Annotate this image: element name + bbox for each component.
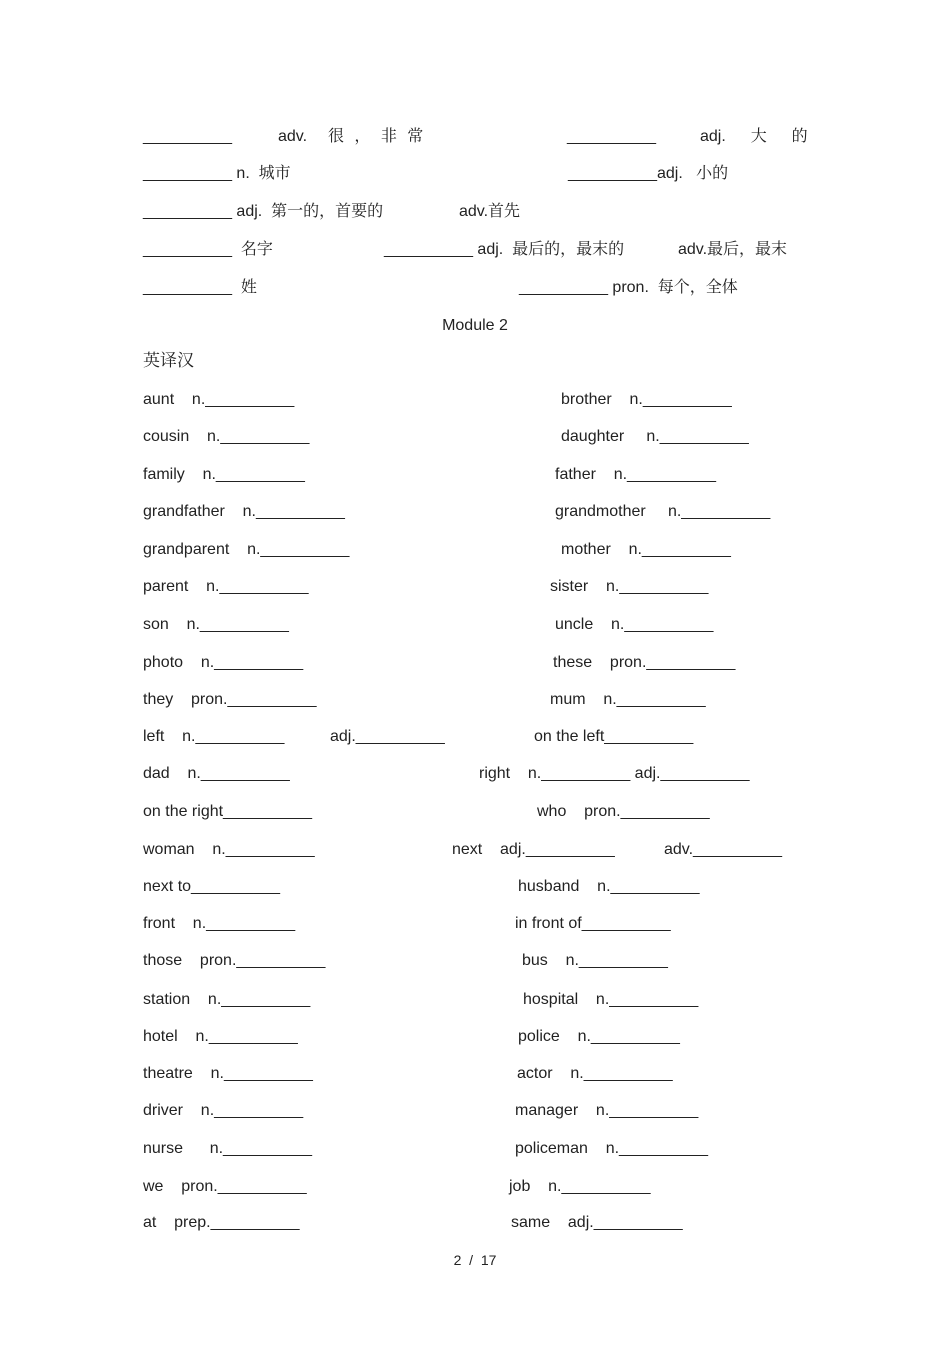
- vocab-entry: grandmother n.__________: [555, 503, 771, 520]
- vocab-entry: adj.__________: [330, 728, 445, 745]
- vocab-entry: cousin n.__________: [143, 428, 310, 445]
- vocab-entry: __________ pron. 每个，全体: [519, 279, 738, 296]
- vocab-entry: we pron.__________: [143, 1178, 307, 1195]
- vocab-entry: manager n.__________: [515, 1102, 699, 1119]
- vocab-entry: __________ 姓: [143, 279, 257, 296]
- fill-blank: __________: [143, 128, 232, 145]
- module-title: Module 2: [442, 317, 508, 334]
- vocab-entry: family n.__________: [143, 466, 305, 483]
- vocab-entry: on the right__________: [143, 803, 313, 820]
- vocab-entry: right n.__________ adj.__________: [479, 765, 750, 782]
- vocab-entry: front n.__________: [143, 915, 296, 932]
- vocab-entry: same adj.__________: [511, 1214, 683, 1231]
- vocab-entry: grandfather n.__________: [143, 503, 345, 520]
- vocab-entry: these pron.__________: [553, 654, 736, 671]
- vocab-entry: __________adj. 小的: [568, 165, 729, 182]
- vocab-entry: __________ adj. 最后的，最末的: [384, 241, 625, 258]
- vocab-entry: hotel n.__________: [143, 1028, 298, 1045]
- definition: adv. 很 ， 非 常: [278, 128, 424, 145]
- vocab-entry: those pron.__________: [143, 952, 326, 969]
- definition: adv.首先: [459, 203, 521, 220]
- section-label: 英译汉: [143, 351, 194, 370]
- vocab-entry: father n.__________: [555, 466, 717, 483]
- definition: adj. 大 的: [700, 128, 808, 145]
- vocab-entry: job n.__________: [509, 1178, 651, 1195]
- vocab-entry: who pron.__________: [537, 803, 710, 820]
- vocab-entry: station n.__________: [143, 991, 311, 1008]
- vocab-entry: son n.__________: [143, 616, 289, 633]
- vocab-entry: next adj.__________: [452, 841, 615, 858]
- vocab-entry: nurse n.__________: [143, 1140, 313, 1157]
- vocab-entry: aunt n.__________: [143, 391, 295, 408]
- definition: adv.最后，最末: [678, 241, 788, 258]
- vocab-entry: theatre n.__________: [143, 1065, 313, 1082]
- vocab-entry: woman n.__________: [143, 841, 315, 858]
- vocab-entry: in front of__________: [515, 915, 671, 932]
- vocab-entry: adv.__________: [664, 841, 783, 858]
- vocab-entry: actor n.__________: [517, 1065, 673, 1082]
- vocab-entry: uncle n.__________: [555, 616, 714, 633]
- vocab-entry: sister n.__________: [550, 578, 709, 595]
- vocab-entry: bus n.__________: [522, 952, 668, 969]
- fill-blank: __________: [567, 128, 656, 145]
- vocab-entry: brother n.__________: [561, 391, 732, 408]
- vocab-entry: police n.__________: [518, 1028, 680, 1045]
- vocab-entry: driver n.__________: [143, 1102, 304, 1119]
- vocab-entry: next to__________: [143, 878, 281, 895]
- vocab-entry: mum n.__________: [550, 691, 706, 708]
- vocab-entry: policeman n.__________: [515, 1140, 709, 1157]
- vocab-entry: __________ n. 城市: [143, 165, 291, 182]
- vocab-entry: hospital n.__________: [523, 991, 699, 1008]
- vocab-entry: parent n.__________: [143, 578, 309, 595]
- vocab-entry: photo n.__________: [143, 654, 304, 671]
- vocab-entry: left n.__________: [143, 728, 285, 745]
- vocab-entry: on the left__________: [534, 728, 694, 745]
- vocab-entry: __________ adj. 第一的，首要的: [143, 203, 384, 220]
- vocab-entry: __________ 名字: [143, 241, 273, 258]
- vocab-entry: daughter n.__________: [561, 428, 749, 445]
- vocab-entry: husband n.__________: [518, 878, 700, 895]
- vocab-entry: at prep.__________: [143, 1214, 300, 1231]
- vocab-entry: dad n.__________: [143, 765, 290, 782]
- vocab-entry: grandparent n.__________: [143, 541, 350, 558]
- vocab-entry: they pron.__________: [143, 691, 317, 708]
- vocab-entry: mother n.__________: [561, 541, 731, 558]
- page-number: 2 / 17: [453, 1252, 497, 1268]
